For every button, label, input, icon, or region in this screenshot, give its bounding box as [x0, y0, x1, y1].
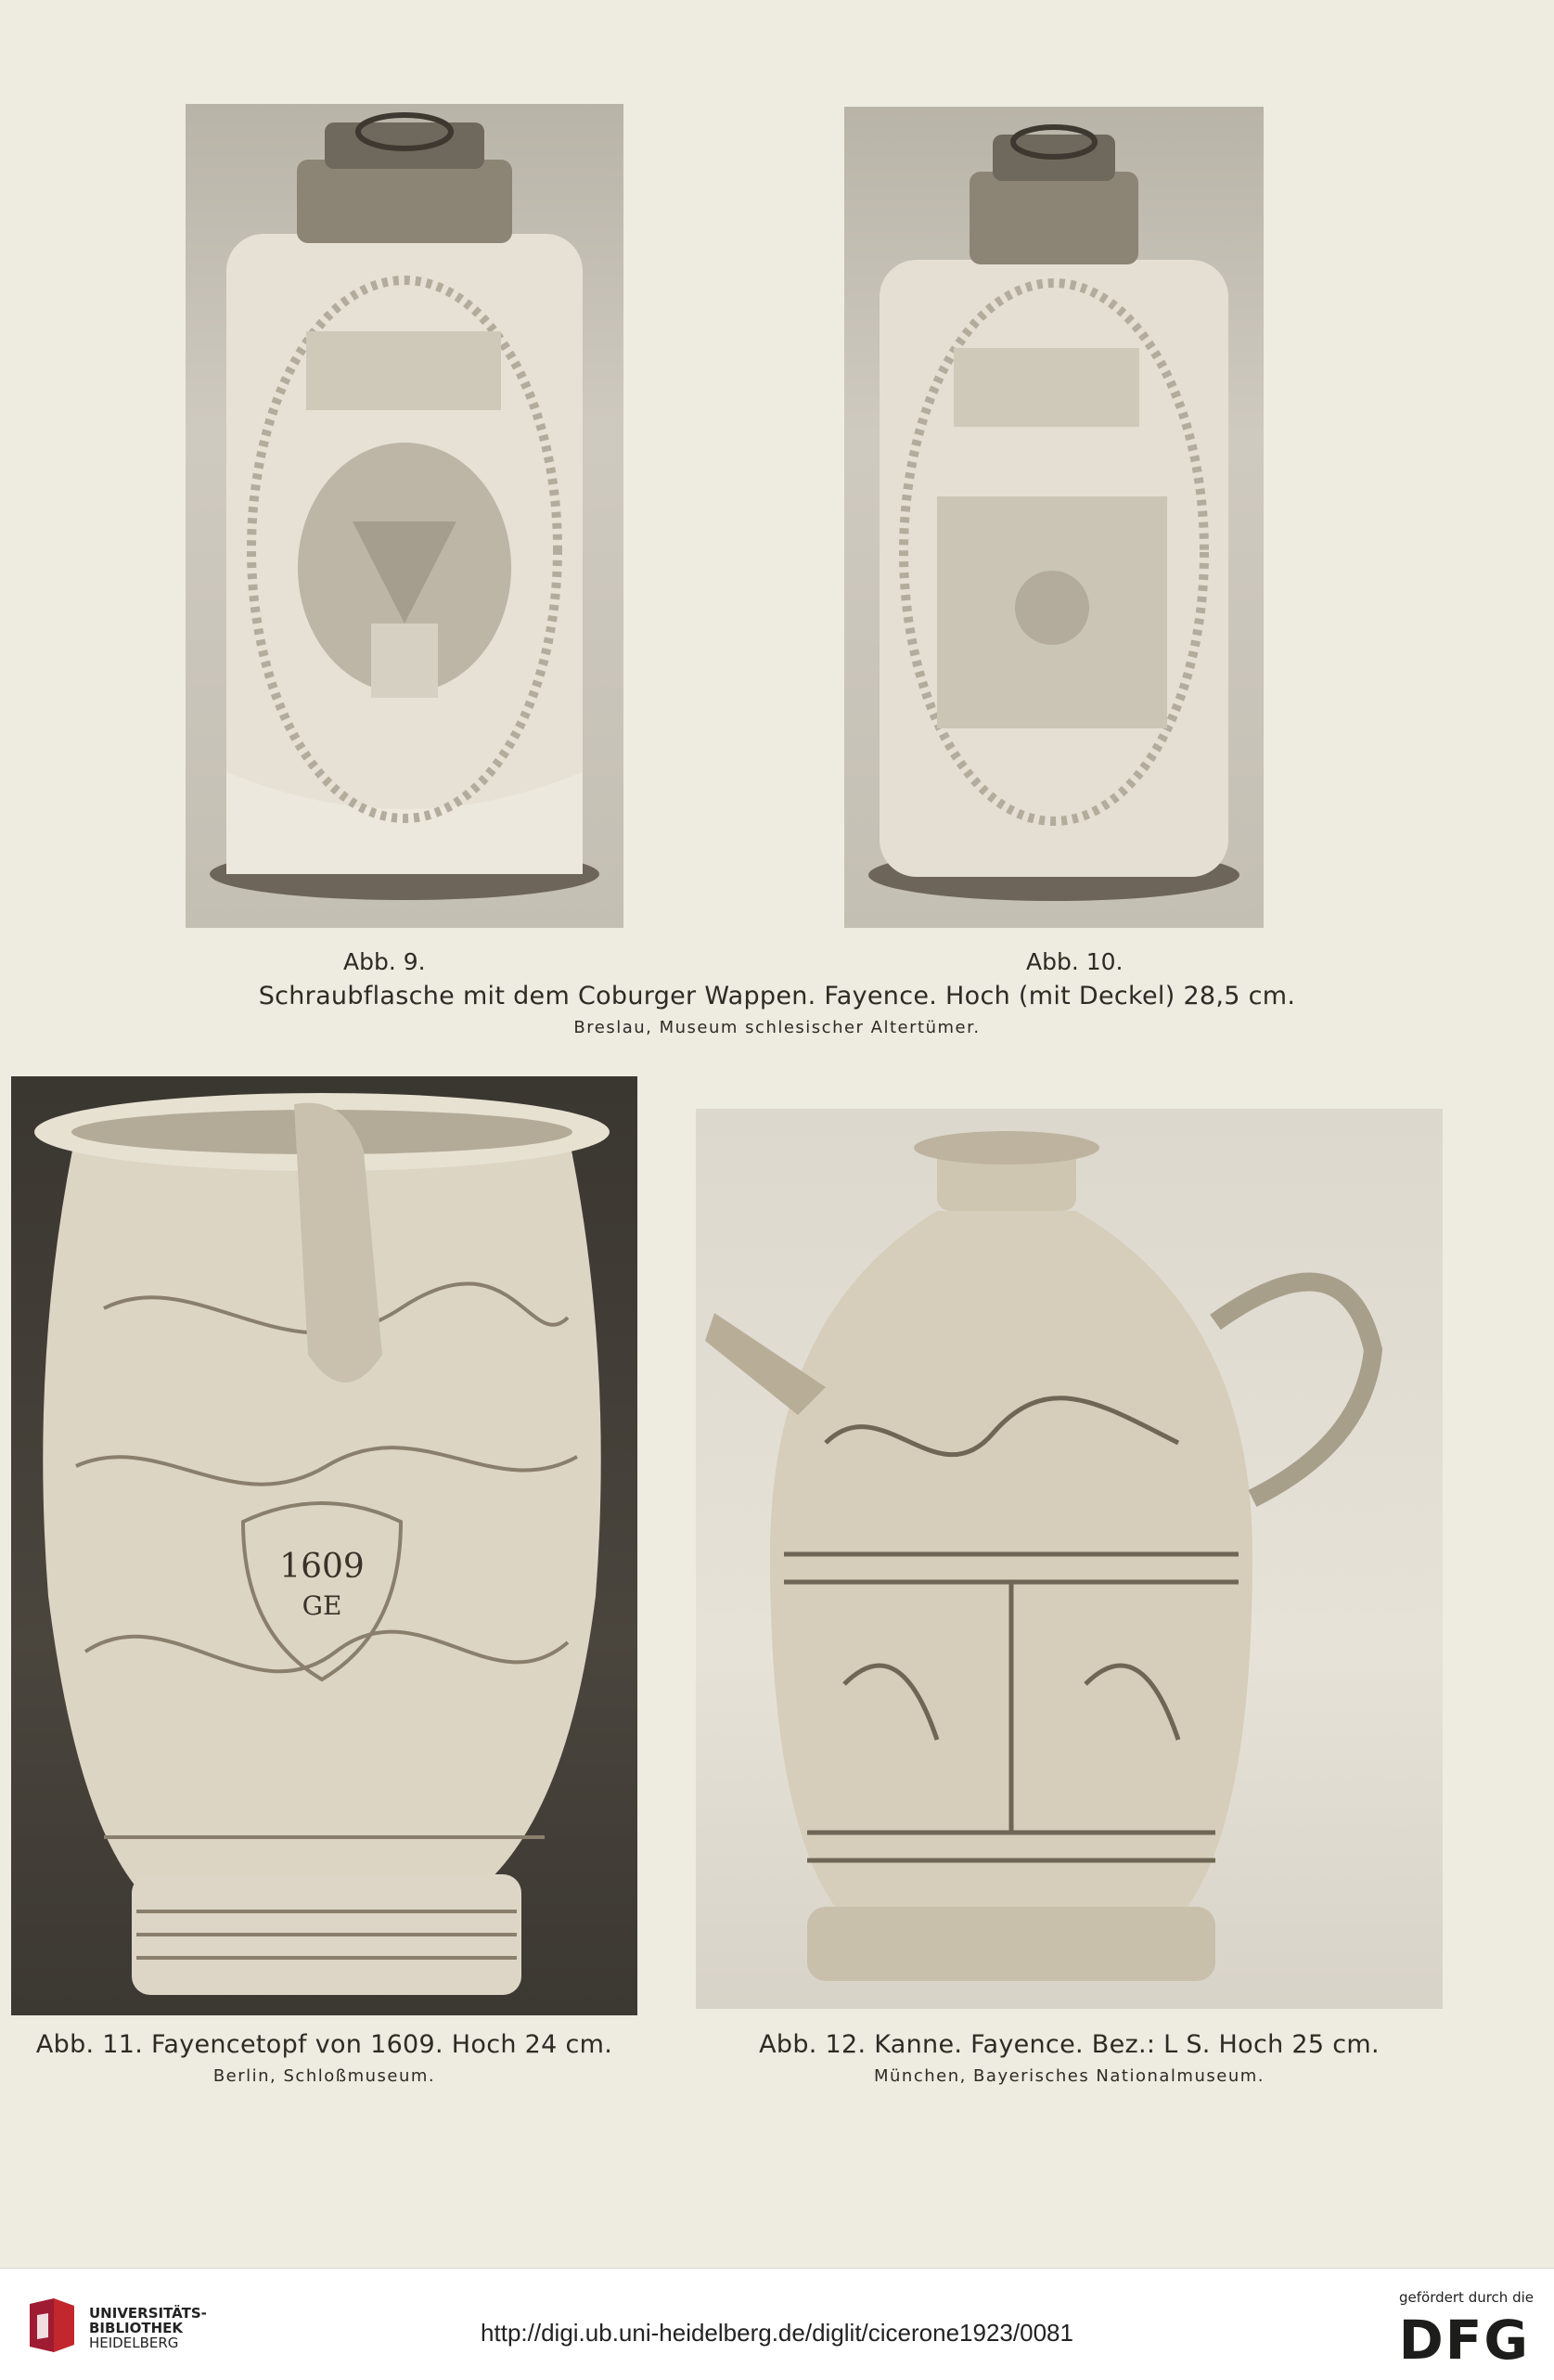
permalink-url[interactable]: http://digi.ub.uni-heidelberg.de/diglit/cicerone1923/0081	[481, 2319, 1073, 2347]
viewer-footer	[0, 2268, 1554, 2380]
photo-abb9-screw-bottle	[186, 104, 623, 928]
label-abb9: Abb. 9.	[343, 948, 426, 975]
caption-abb12: Abb. 12. Kanne. Fayence. Bez.: L S. Hoch 25 cm.	[759, 2030, 1380, 2059]
location-abb11: Berlin, Schloßmuseum.	[212, 2066, 436, 2086]
library-line3: HEIDELBERG	[89, 2335, 179, 2351]
inscription-initials: GE	[302, 1590, 342, 1621]
photo-abb12-jug	[696, 1109, 1443, 2009]
location-abb9-10: Breslau, Museum schlesischer Altertümer.	[573, 1018, 981, 1037]
location-abb12: München, Bayerisches Nationalmuseum.	[873, 2066, 1265, 2086]
inscription-year: 1609	[279, 1548, 365, 1586]
caption-abb9-10: Schraubflasche mit dem Coburger Wappen. Fayence. Hoch (mit Deckel) 28,5 cm.	[258, 982, 1296, 1010]
library-line1: UNIVERSITÄTS-	[89, 2305, 207, 2322]
photo-abb11-faience-pot	[11, 1076, 637, 2015]
library-line2: BIBLIOTHEK	[89, 2320, 183, 2336]
label-abb10: Abb. 10.	[1026, 948, 1124, 975]
dfg-logo-icon[interactable]: DFG	[1398, 2309, 1530, 2372]
funding-label: gefördert durch die	[1399, 2289, 1534, 2306]
photo-abb10-screw-bottle	[844, 107, 1264, 928]
caption-abb11: Abb. 11. Fayencetopf von 1609. Hoch 24 cm.	[35, 2030, 613, 2059]
